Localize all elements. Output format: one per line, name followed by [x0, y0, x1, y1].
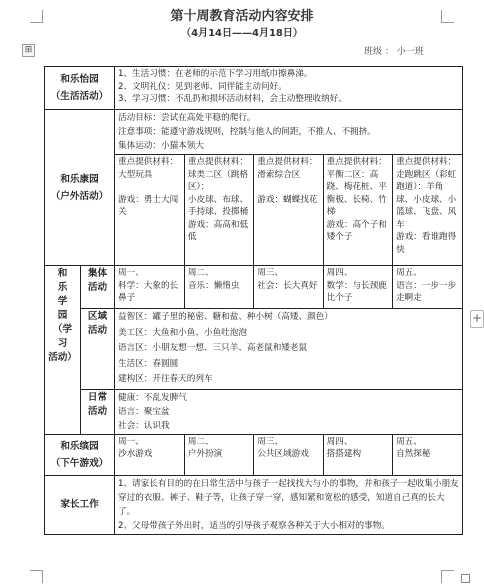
jiti-day-cell[interactable]: 周三、 社会：长大真好	[254, 266, 323, 308]
jiti-day-cell[interactable]: 周四、 数学：与长颈鹿比个子	[323, 266, 392, 308]
text-line: 健康：不乱发脾气	[118, 392, 187, 403]
page-corner-mark	[30, 570, 43, 583]
text-line: 2、父母带孩子外出时，适当的引导孩子观察各种关于大小相对的事物。	[118, 520, 390, 531]
text-line: 3、学习习惯：不乱扔和损坏活动材料，会主动整理收纳好。	[118, 94, 347, 104]
document-title: 第十周教育活动内容安排	[170, 9, 314, 24]
kang-day-cell[interactable]: 重点提供材料：大型玩具 游戏：勇士大闯关	[115, 155, 184, 265]
kang-day-cell[interactable]: 重点提供材料：平衡二区：高跷、梅花桩、平衡板、长椅、竹梯 游戏：高个子和矮个子	[323, 155, 392, 265]
row-xue-richang	[45, 389, 463, 434]
text-line: 集体运动：小猫本领大	[118, 141, 204, 151]
row-xue-jiti	[45, 266, 463, 309]
text-line: 语言：聚宝盆	[118, 406, 170, 417]
quyu-content[interactable]	[115, 309, 463, 390]
jiti-day-cell[interactable]: 周二、 音乐：懒惰虫	[184, 266, 253, 308]
schedule-table	[44, 66, 463, 535]
heyi-content[interactable]	[115, 67, 463, 110]
table-resize-handle[interactable]	[461, 574, 470, 583]
kang-day-cell[interactable]: 重点提供材料：滑索综合区 游戏：蝴蝶找花	[254, 155, 323, 265]
document-subtitle: （4月14日——4月18日）	[181, 28, 303, 39]
section-label-parent: 家长工作	[45, 475, 115, 534]
sub-label-quyu: 区域 活动	[81, 309, 115, 390]
text-line: 1、生活习惯：在老师的示范下学习用纸巾擦鼻涕。	[118, 69, 313, 79]
text-line: 活动目标：尝试在高处平稳的爬行。	[118, 113, 256, 123]
jing-day-cell[interactable]: 周一、 沙水游戏	[115, 435, 184, 475]
text-line: 注意事项：能遵守游戏规则，控制与他人的间距，不推人、不拥挤。	[118, 127, 376, 137]
section-label-jing: 和乐缤园 （下午游戏）	[45, 434, 115, 475]
richang-content[interactable]	[115, 389, 463, 434]
row-kang	[45, 110, 463, 155]
class-label: 班级 ： 小一班	[364, 47, 424, 57]
text-line: 益智区：罐子里的秘密、糖和盐、种小树（高矮、颜色）	[118, 312, 333, 322]
text-line: 社会：认识我	[118, 420, 170, 431]
sub-label-richang: 日常 活动	[81, 389, 115, 434]
text-line: 建构区：开往春天的列车	[118, 374, 213, 384]
text-line: 生活区：春圆圆	[118, 358, 179, 369]
jing-day-cell[interactable]: 周四、 搭搭建构	[323, 435, 392, 475]
section-label-kang: 和乐康园 （户外活动）	[45, 110, 115, 266]
kang-goal[interactable]	[115, 110, 463, 155]
text-line: 2、文明礼仪：见到老师、同伴能主动问好。	[118, 81, 287, 92]
row-jing	[45, 434, 463, 475]
text-line: 1、请家长有目的的在日常生活中与孩子一起找找大与小的事物，并和孩子一起收集小朋友穿过的衣服、裤子、鞋子等，让孩子穿一穿，感知紧和宽松的感受，知道自己真的长大了。	[118, 478, 459, 517]
section-label-xue: 和 乐 学 园 （学 习 活动）	[45, 266, 81, 435]
jiti-day-cell[interactable]: 周五、 语言：一步一步走啊走	[396, 268, 457, 303]
jing-day-cell[interactable]: 周三、 公共区域游戏	[254, 435, 323, 475]
kang-day-cell[interactable]: 重点提供材料：球类二区（跳格区）： 小皮球、布球、手持球、投掷桶 游戏：高高和低低	[184, 155, 253, 265]
text-line: 美工区：大鱼和小鱼、小鱼吐泡泡	[118, 327, 247, 338]
text-line: 语言区：小朋友想一想、三只羊、高老鼠和矮老鼠	[118, 343, 308, 353]
jiti-day-cell[interactable]: 周一、 科学：大象的长鼻子	[115, 266, 184, 308]
sub-label-jiti: 集体 活动	[81, 266, 115, 309]
kang-day-cell[interactable]: 重点提供材料：走跑跳区（彩虹跑道）：羊角球、小皮球、小篮球、飞盘、风车 游戏：看谁跑得快	[396, 157, 457, 255]
add-column-icon[interactable]: +	[470, 310, 484, 328]
row-parent	[45, 475, 463, 534]
jing-day-cell[interactable]: 周五、 自然探秘	[396, 436, 431, 459]
table-move-handle-icon[interactable]: ⊞	[22, 44, 35, 57]
parent-content[interactable]	[115, 475, 463, 534]
row-heyi	[45, 67, 463, 110]
page-corner-mark	[441, 570, 454, 583]
section-label-heyi: 和乐怡园 （生活活动）	[45, 67, 115, 110]
jing-day-cell[interactable]: 周二、 户外扮演	[184, 435, 253, 475]
row-xue-quyu	[45, 309, 463, 390]
